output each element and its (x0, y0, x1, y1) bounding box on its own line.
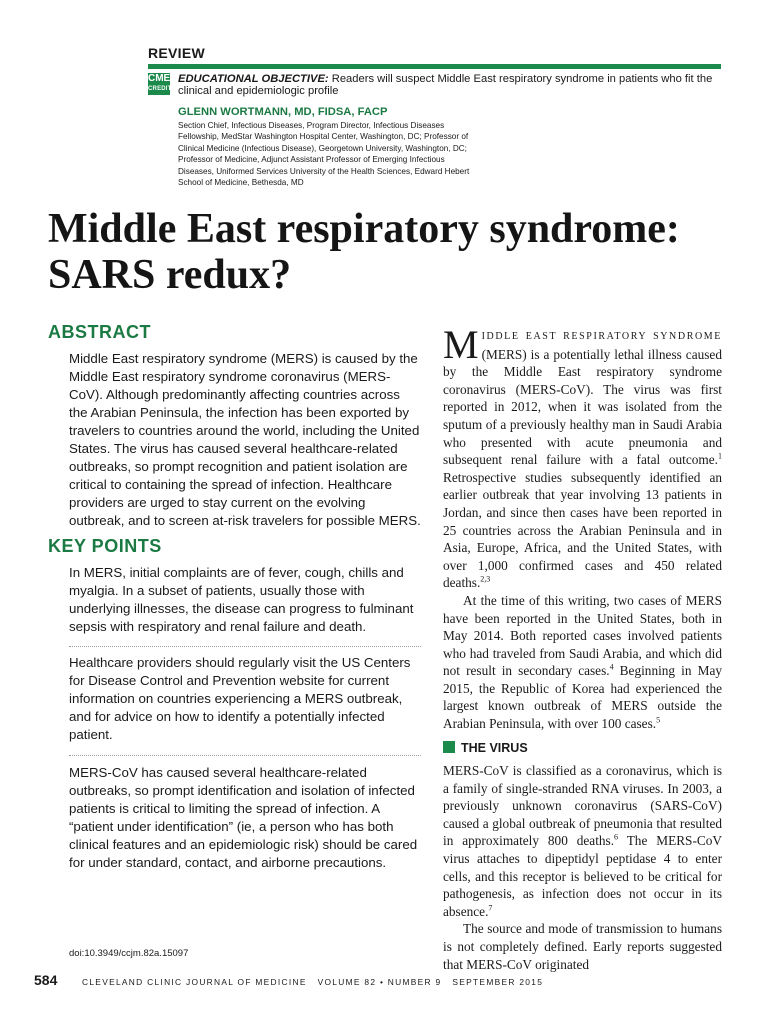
author-name: GLENN WORTMANN, MD, FIDSA, FACP (178, 106, 388, 118)
virus-body (443, 762, 722, 973)
intro-smallcaps: IDDLE EAST RESPIRATORY SYNDROME (481, 331, 722, 342)
key-point-divider (69, 755, 421, 756)
citation: 7 (488, 903, 493, 913)
abstract-heading: ABSTRACT (48, 322, 151, 342)
page-number: 584 (34, 972, 58, 988)
title-line-2: SARS redux? (48, 252, 292, 298)
article-title (48, 206, 738, 298)
intro-p2a: At the time of this writing, two cases of MERS have been reported in the United States, both in May 2014. Both reported cases involved patients who had traveled from Saudi Arabia, and which did not result in secondary cases. (443, 592, 722, 679)
key-points-heading: KEY POINTS (48, 536, 162, 556)
citation: 1 (718, 451, 722, 461)
key-point-2: Healthcare providers should regularly visit the US Centers for Disease Control and Prevention website for current information on countries experiencing a MERS outbreak, and for advice on how to identify a potentially infected patient. (69, 655, 411, 742)
virus-heading-text: THE VIRUS (461, 741, 528, 755)
abstract-text: Middle East respiratory syndrome (MERS) is caused by the Middle East respiratory syndrome coronavirus (MERS-CoV). Although predominantly affecting countries across the Arabian Peninsula, the infection has been exported by travelers to countries around the world, including the United States. The virus has caused several healthcare-related outbreaks, so prompt recognition and patient isolation are critical to containing the spread of infection. Healthcare providers are urged to stay current on the evolving outbreak, and to screen at-risk travelers for possible MERS. (69, 351, 421, 528)
citation: 5 (656, 715, 661, 725)
header-rule (148, 64, 721, 69)
virus-p1a: MERS-CoV is classified as a coronavirus, which is a family of single-stranded RNA viruses. In 2003, a previously unknown coronavirus (SARS-CoV) caused a global outbreak of pneumonia that resulted in approximately 800 deaths. (443, 763, 722, 849)
section-label: REVIEW (148, 45, 206, 61)
educational-objective (178, 73, 721, 97)
intro-p1a: (MERS) is a potentially lethal illness caused by the Middle East respiratory syndrome coronavirus (MERS-CoV). The virus was first reported in 2012, when it was isolated from the sputum of a previously healthy man in Saudi Arabia who presented with acute pneumonia and subsequent renal failure with a fatal outcome. (443, 346, 722, 468)
cme-badge-line1: CME (148, 73, 171, 84)
key-point-divider (69, 646, 421, 647)
objective-text: Readers will suspect Middle East respiratory syndrome in patients who fit the clinical and epidemiologic profile (178, 73, 713, 97)
doi: doi:10.3949/ccjm.82a.15097 (69, 948, 189, 959)
drop-cap: M (443, 322, 479, 367)
objective-label: EDUCATIONAL OBJECTIVE: (178, 73, 329, 85)
intro-p2b: Beginning in May 2015, the Republic of Korea had experienced the largest known outbreak of MERS outside the Arabian Peninsula, with over 100 cases. (443, 663, 723, 732)
footer-journal: CLEVELAND CLINIC JOURNAL OF MEDICINE VOLUME 82 • NUMBER 9 SEPTEMBER 2015 (82, 977, 544, 987)
intro-body (443, 322, 723, 733)
title-line-1: Middle East respiratory syndrome: (48, 206, 680, 252)
citation: 4 (609, 662, 614, 672)
square-bullet-icon (443, 741, 455, 753)
key-point-3: MERS-CoV has caused several healthcare-related outbreaks, so prompt identification and isolation of infected patients is critical to limiting the spread of infection. A “patient under identification” (ie, a person who has both clinical features and an epidemiologic risk) should be cared for under standard, contact, and airborne precautions. (69, 765, 418, 870)
virus-p1b: The MERS-CoV virus attaches to dipeptidyl peptidase 4 to enter cells, and this receptor is believed to be critical for pathogenesis, as infection does not occur in its absence. (443, 833, 723, 919)
author-affiliation: Section Chief, Infectious Diseases, Program Director, Infectious Diseases Fellowship, MedStar Washington Hospital Center, Washington, DC; Professor of Clinical Medicine (Infectious Disease), Georgetown University, Washington, DC; Professor of Medicine, Adjunct Assistant Professor of Emerging Infectious Diseases, Uniformed Services University of the Health Sciences, Edward Hebert School of Medicine, Bethesda, MD (178, 121, 470, 188)
cme-badge-line2: CREDIT (148, 86, 172, 92)
citation: 2,3 (480, 574, 491, 584)
intro-paragraph-2 (443, 592, 722, 733)
virus-heading (443, 741, 528, 755)
virus-paragraph-2: The source and mode of transmission to humans is not completely defined. Early reports suggested that MERS-CoV originated (443, 921, 722, 972)
cme-credit-badge (148, 73, 170, 95)
intro-p1b: Retrospective studies subsequently identified an earlier outbreak that year involving 13 patients in Jordan, and since then cases have been reported in 25 countries across the Arabian Peninsula and in Asia, Europe, Africa, and the United States, with over 1,000 confirmed cases and 450 related deaths. (443, 469, 722, 591)
key-point-1: In MERS, initial complaints are of fever, cough, chills and myalgia. In a subset of patients, usually those with underlying illnesses, the disease can progress to fulminant sepsis with respiratory and renal failure and death. (69, 565, 414, 634)
citation: 6 (614, 832, 619, 842)
